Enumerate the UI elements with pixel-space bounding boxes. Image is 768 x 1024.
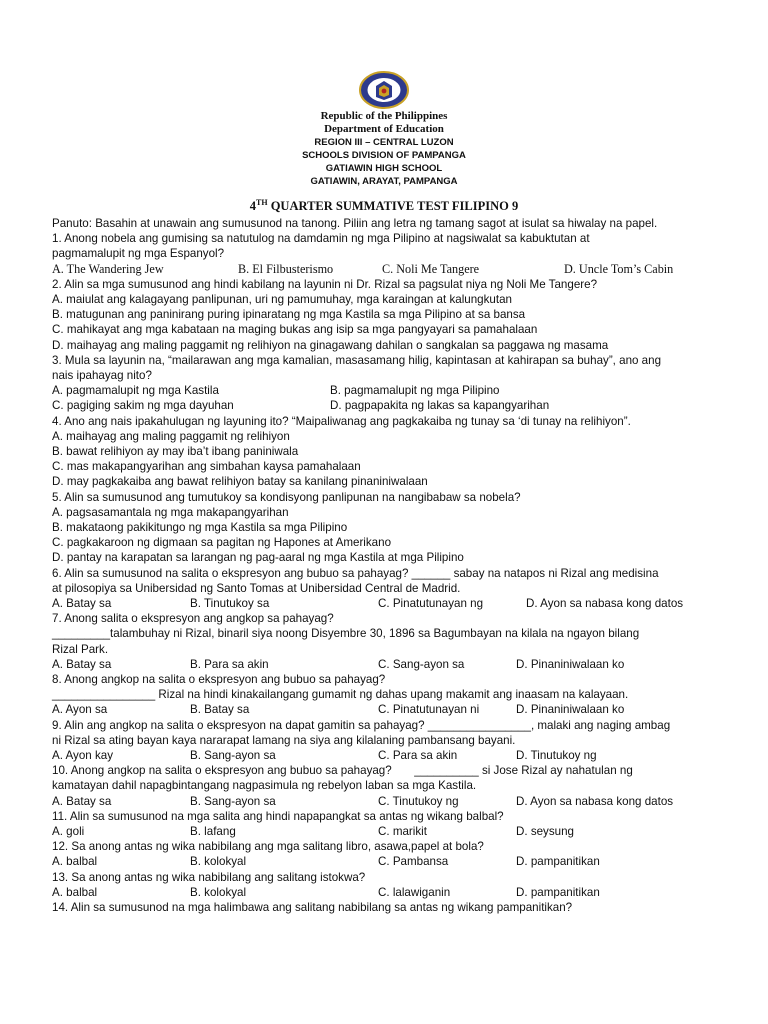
choice-c: C. Tinutukoy ng (378, 794, 459, 808)
question-10-stem-line2: kamatayan dahil napagbintangang nagpasimula ng rebelyon laban sa mga Kastila. (52, 779, 477, 793)
choice-a: A. Batay sa (52, 657, 112, 671)
choice-c: C. lalawiganin (378, 885, 451, 899)
choice-b: B. lafang (190, 825, 236, 838)
question-13-options (52, 885, 732, 900)
choice-d: D. Pinaniniwalaan ko (516, 657, 625, 671)
question-14-stem: 14. Alin sa sumusunod na mga halimbawa ang salitang nabibilang sa antas ng wikang pampanitikan? (52, 900, 573, 914)
question-6-stem-line2: at pilosopiya sa Unibersidad ng Santo Tomas at Unibersidad Central de Madrid. (52, 581, 461, 595)
choice-c: C. Noli Me Tangere (382, 261, 480, 276)
choice-b: B. Sang-ayon sa (190, 749, 276, 763)
question-10-options (52, 794, 732, 809)
choice-c: C. pagiging sakim ng mga dayuhan (52, 399, 234, 413)
choice-d: D. Pinaniniwalaan ko (516, 703, 625, 717)
choice-d: D. Ayon sa nabasa kong datos (526, 597, 684, 611)
choice-d: D. Uncle Tom’s Cabin (564, 261, 674, 276)
choice-b: B. bawat relihiyon ay may iba’t ibang paniniwala (52, 445, 299, 458)
question-12-options (52, 854, 732, 869)
choice-a: A. Ayon sa (52, 703, 108, 717)
choice-a: A. maihayag ang maling paggamit ng relihiyon (52, 429, 290, 443)
question-9-options (52, 748, 732, 763)
choice-b: B. kolokyal (190, 855, 247, 869)
choice-a: A. balbal (52, 885, 98, 899)
choice-d: D. pagpapakita ng lakas sa kapangyarihan (330, 399, 550, 413)
choice-d: D. pampanitikan (516, 855, 600, 869)
choice-b: B. makataong pakikitungo ng mga Kastila sa mga Pilipino (52, 521, 348, 535)
question-13-stem: 13. Sa anong antas ng wika nabibilang ang salitang istokwa? (52, 870, 366, 884)
choice-d: D. may pagkakaiba ang bawat relihiyon batay sa kanilang pinaniniwalaan (52, 475, 428, 489)
question-2-stem: 2. Alin sa mga sumusunod ang hindi kabilang na layunin ni Dr. Rizal sa pagsulat niya ng Noli Me Tangere? (52, 277, 598, 291)
choice-d: D. Tinutukoy ng (516, 749, 597, 763)
choice-c: C. Pinatutunayan ni (378, 703, 480, 717)
address-line: GATIAWIN, ARAYAT, PAMPANGA (310, 176, 458, 187)
choice-b: B. Tinutukoy sa (190, 597, 270, 611)
division-line: SCHOOLS DIVISION OF PAMPANGA (302, 150, 466, 161)
question-7-stem-line2: _________talambuhay ni Rizal, binaril siya noong Disyembre 30, 1896 sa Bagumbayan na kilala na ngayon bilang (52, 627, 640, 641)
choice-a: A. Batay sa (52, 794, 112, 808)
question-5-stem: 5. Alin sa sumusunod ang tumutukoy sa kondisyong panlipunan na nangibabaw sa nobela? (52, 490, 521, 504)
question-3-stem-line1: 3. Mula sa layunin na, “mailarawan ang mga kamalian, masasamang hilig, kapintasan at kahirapan sa buhay”, ano ang (52, 353, 662, 367)
school-line: GATIAWIN HIGH SCHOOL (325, 163, 443, 174)
department-line: Department of Education (324, 123, 444, 135)
choice-c: C. Pinatutunayan ng (378, 597, 484, 611)
choice-a: A. Batay sa (52, 597, 112, 611)
letterhead (0, 110, 768, 188)
region-line: REGION III – CENTRAL LUZON (314, 137, 454, 148)
question-1-options (52, 262, 732, 277)
choice-c: C. mas makapangyarihan ang simbahan kaysa pamahalaan (52, 460, 361, 474)
choice-d: D. pampanitikan (516, 885, 600, 899)
question-10-stem-line1: 10. Anong angkop na salita o ekspresyon ang bubuo sa pahayag? __________ si Jose Rizal ay nahatulan ng (52, 764, 633, 778)
question-7-stem-line1: 7. Anong salita o ekspresyon ang angkop sa pahayag? (52, 612, 334, 626)
choice-c: C. Para sa akin (378, 749, 458, 763)
question-1-stem-line1: 1. Anong nobela ang gumising sa natutulog na damdamin ng mga Pilipino at nagsiwalat sa kabuktutan at (52, 232, 590, 246)
question-3-options-row1 (52, 383, 732, 398)
title-ordinal-suffix: TH (256, 198, 268, 207)
choice-b: B. Batay sa (190, 703, 250, 717)
title-ordinal: 4 (249, 199, 257, 214)
question-8-stem-line1: 8. Anong angkop na salita o ekspresyon ang bubuo sa pahayag? (52, 673, 386, 687)
question-7-options (52, 657, 732, 672)
question-4-stem: 4. Ano ang nais ipakahulugan ng layuning ito? “Maipaliwanag ang pagkakaiba ng tunay sa ‘di tunay na relihiyon”. (52, 414, 631, 428)
choice-a: A. The Wandering Jew (52, 261, 164, 276)
question-11-stem: 11. Alin sa sumusunod na mga salita ang hindi napapangkat sa antas ng wikang balbal? (52, 809, 504, 823)
test-title (0, 195, 768, 214)
choice-a: A. Ayon kay (52, 749, 114, 763)
choice-c: C. Sang-ayon sa (378, 657, 465, 671)
instructions: Panuto: Basahin at unawain ang sumusunod na tanong. Piliin ang letra ng tamang sagot at isulat sa hiwalay na papel. (52, 217, 658, 230)
choice-a: A. maiulat ang kalagayang panlipunan, uri ng pamumuhay, mga karaingan at kalungkutan (52, 293, 512, 306)
choice-b: B. kolokyal (190, 885, 247, 899)
choice-b: B. pagmamalupit ng mga Pilipino (330, 384, 500, 398)
choice-b: B. Sang-ayon sa (190, 794, 276, 808)
choice-b: B. matugunan ang paninirang puring ipinaratang ng mga Kastila sa mga Pilipino at sa bansa (52, 308, 526, 322)
question-11-options (52, 824, 732, 839)
choice-c: C. mahikayat ang mga kabataan na maging bukas ang isip sa mga pangyayari sa pamahalaan (52, 323, 538, 337)
question-6-options (52, 596, 732, 611)
choice-a: A. pagmamalupit ng mga Kastila (52, 384, 219, 398)
choice-a: A. pagsasamantala ng mga makapangyarihan (52, 505, 289, 519)
question-8-options (52, 702, 732, 717)
choice-b: B. Para sa akin (190, 657, 269, 671)
deped-seal-logo (358, 70, 410, 110)
question-1-stem-line2: pagmamalupit ng mga Espanyol? (52, 247, 225, 261)
question-9-stem-line1: 9. Alin ang angkop na salita o ekspresyon na dapat gamitin sa pahayag? ________________, malaki ang naging ambag (52, 718, 671, 732)
question-9-stem-line2: ni Rizal sa ating bayan kaya nararapat lamang na siya ang kilalaning pambansang bayani. (52, 733, 516, 747)
republic-line: Republic of the Philippines (320, 110, 448, 122)
question-3-options-row2 (52, 398, 732, 413)
question-8-stem-line2: ________________ Rizal na hindi kinakailangang gumamit ng dahas upang makamit ang inaasam na kalayaan. (52, 688, 629, 702)
choice-d: D. maihayag ang maling paggamit ng relihiyon na ginagawang dahilan o sangkalan sa paggawa ng masama (52, 338, 609, 352)
choice-d: D. pantay na karapatan sa larangan ng pag-aaral ng mga Kastila at mga Pilipino (52, 551, 464, 565)
choice-a: A. balbal (52, 855, 98, 869)
title-text: QUARTER SUMMATIVE TEST FILIPINO 9 (267, 199, 519, 214)
choice-d: D. seysung (516, 825, 574, 838)
test-body (52, 216, 732, 915)
choice-c: C. pagkakaroon ng digmaan sa pagitan ng Hapones at Amerikano (52, 536, 392, 550)
question-12-stem: 12. Sa anong antas ng wika nabibilang ang mga salitang libro, asawa,papel at bola? (52, 840, 484, 854)
choice-d: D. Ayon sa nabasa kong datos (516, 794, 674, 808)
choice-c: C. marikit (378, 825, 427, 838)
choice-c: C. Pambansa (378, 855, 449, 869)
question-6-stem-line1: 6. Alin sa sumusunod na salita o ekspresyon ang bubuo sa pahayag? ______ sabay na natapos ni Rizal ang medisina (52, 566, 659, 580)
question-7-stem-line3: Rizal Park. (52, 642, 109, 656)
choice-b: B. El Filbusterismo (238, 261, 334, 276)
question-3-stem-line2: nais ipahayag nito? (52, 369, 152, 383)
choice-a: A. goli (52, 825, 85, 838)
